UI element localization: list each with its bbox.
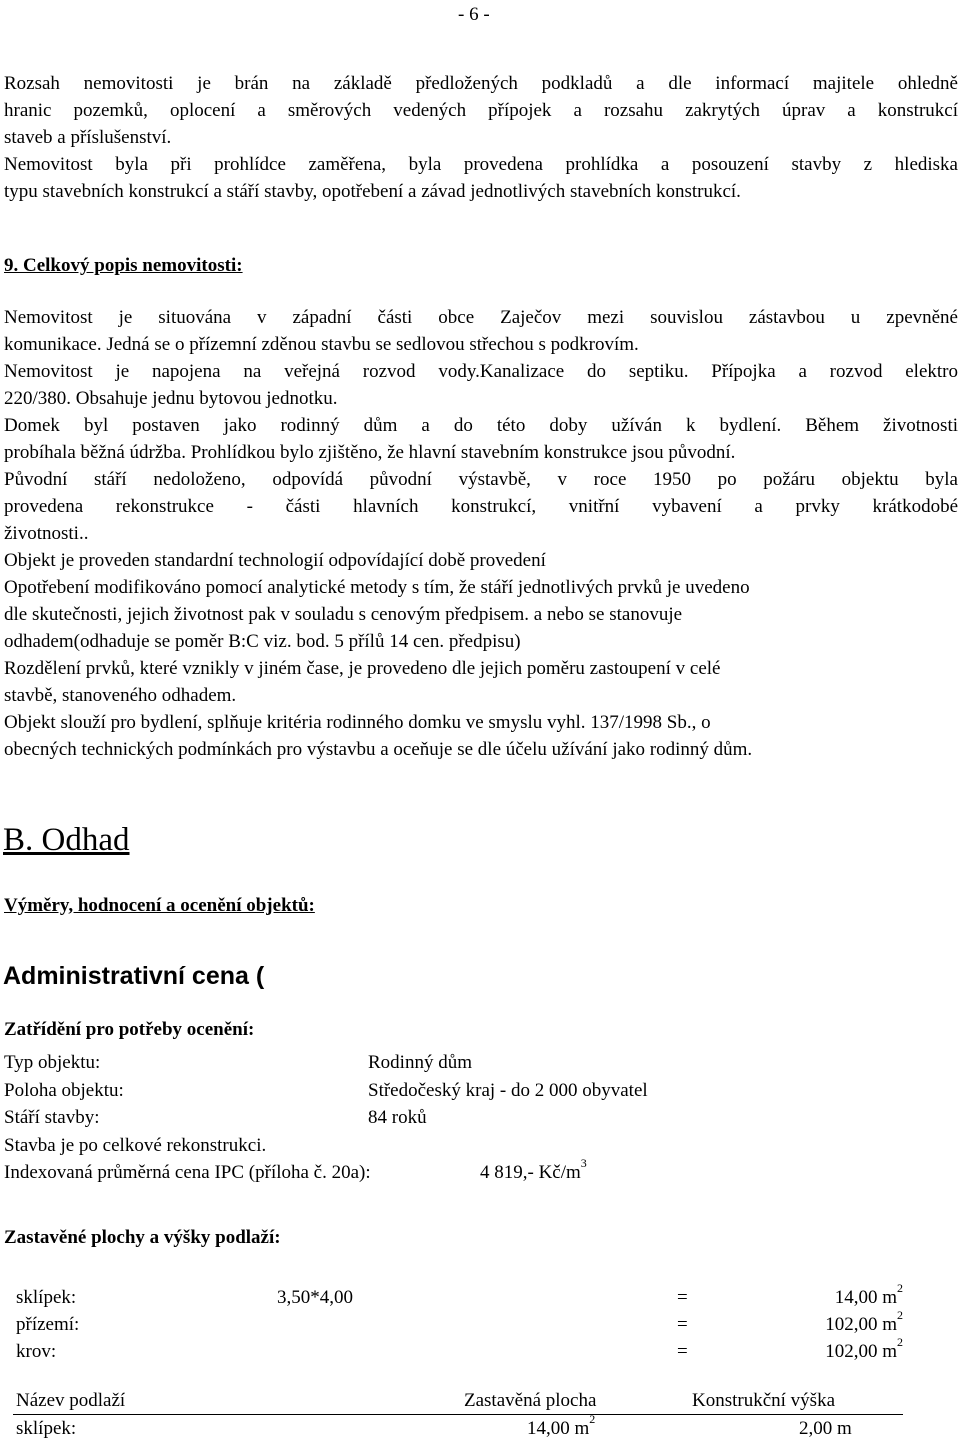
reconstruction-note: Stavba je po celkové rekonstrukci.: [4, 1135, 267, 1156]
area-value-text: 14,00 m: [834, 1287, 897, 1308]
area-equals: =: [677, 1314, 688, 1335]
body-line: probíhala běžná údržba. Prohlídkou bylo zjištěno, že hlavní stavebním konstrukce jsou původní.: [4, 442, 736, 463]
body-line: stavbě, stanoveného odhadem.: [4, 685, 237, 706]
table-header-name: Název podlaží: [16, 1390, 126, 1411]
area-value-text: 102,00 m: [825, 1341, 897, 1362]
table-cell-name: sklípek:: [16, 1418, 77, 1439]
intro-line: Nemovitost byla při prohlídce zaměřena, byla provedena prohlídka a posouzení stavby z hlediska: [4, 154, 958, 175]
area-value: [825, 1308, 903, 1336]
intro-line: staveb a příslušenství.: [4, 127, 172, 148]
area-name: krov:: [16, 1341, 57, 1362]
classification-heading: Zatřídění pro potřeby ocenění:: [4, 1019, 255, 1040]
section-9-body: [4, 304, 958, 763]
admin-price-title: Administrativní cena (: [3, 962, 265, 990]
ipc-value-text: 4 819,- Kč/m: [480, 1162, 581, 1183]
area-equals: =: [677, 1341, 688, 1362]
area-name: přízemí:: [16, 1314, 80, 1335]
body-line: dle skutečnosti, jejich životnost pak v souladu s cenovým předpisem. a nebo se stanovuje: [4, 604, 683, 625]
table-cell-area-text: 14,00 m: [527, 1418, 590, 1439]
table-cell-area-exponent: 2: [589, 1412, 596, 1426]
area-exponent: 2: [897, 1281, 903, 1295]
intro-paragraph: [4, 70, 958, 205]
measurements-heading: Výměry, hodnocení a ocenění objektů:: [4, 895, 315, 916]
body-line: obecných technických podmínkách pro výstavbu a oceňuje se dle účelu užívání jako rodinný dům.: [4, 739, 753, 760]
intro-line: hranic pozemků, oplocení a směrových vedených přípojek a rozsahu zakrytých úprav a konstrukcí: [4, 100, 958, 121]
body-line: provedena rekonstrukce - části hlavních konstrukcí, vnitřní vybavení a prvky krátkodobé: [4, 496, 958, 517]
area-name: sklípek:: [16, 1287, 77, 1308]
area-value: [825, 1335, 903, 1363]
body-line: životnosti..: [4, 523, 89, 544]
body-line: Objekt je proveden standardní technologií odpovídající době provedení: [4, 550, 546, 571]
ipc-label: Indexovaná průměrná cena IPC (příloha č. 20a):: [4, 1162, 371, 1183]
area-exponent: 2: [897, 1308, 903, 1322]
classification-value: Středočeský kraj - do 2 000 obyvatel: [368, 1080, 648, 1101]
table-divider: [13, 1414, 903, 1415]
body-line: Původní stáří nedoloženo, odpovídá původní výstavbě, v roce 1950 po požáru objektu byla: [4, 469, 958, 490]
area-exponent: 2: [897, 1335, 903, 1349]
section-9-heading: 9. Celkový popis nemovitosti:: [4, 255, 243, 276]
body-line: Objekt slouží pro bydlení, splňuje kritéria rodinného domku ve smyslu vyhl. 137/1998 Sb., o: [4, 712, 711, 733]
area-equals: =: [677, 1287, 688, 1308]
intro-line: Rozsah nemovitosti je brán na základě předložených podkladů a dle informací majitele ohledně: [4, 73, 958, 94]
area-formula: 3,50*4,00: [277, 1287, 353, 1308]
intro-line: typu stavebních konstrukcí a stáří stavby, opotřebení a závad jednotlivých stavebních konstrukcí.: [4, 181, 741, 202]
classification-value: Rodinný dům: [368, 1052, 472, 1073]
classification-value: 84 roků: [368, 1107, 427, 1128]
classification-key: Stáří stavby:: [4, 1107, 100, 1128]
page-number: - 6 -: [458, 4, 490, 25]
body-line: Rozdělení prvků, které vznikly v jiném čase, je provedeno dle jejich poměru zastoupení v celé: [4, 658, 721, 679]
classification-key: Typ objektu:: [4, 1052, 101, 1073]
body-line: Domek byl postaven jako rodinný dům a do této doby užíván k bydlení. Během životnosti: [4, 415, 958, 436]
body-line: 220/380. Obsahuje jednu bytovou jednotku.: [4, 388, 338, 409]
table-header-height: Konstrukční výška: [692, 1390, 836, 1411]
body-line: Opotřebení modifikováno pomocí analytické metody s tím, že stáří jednotlivých prvků je uvedeno: [4, 577, 750, 598]
classification-key: Poloha objektu:: [4, 1080, 124, 1101]
ipc-value: [480, 1156, 587, 1184]
body-line: Nemovitost je napojena na veřejná rozvod vody.Kanalizace do septiku. Přípojka a rozvod elektro: [4, 361, 958, 382]
area-value-text: 102,00 m: [825, 1314, 897, 1335]
table-cell-height: 2,00 m: [799, 1418, 852, 1439]
body-line: Nemovitost je situována v západní části obce Zaječov mezi souvislou zástavbou u zpevněné: [4, 307, 958, 328]
table-header-area: Zastavěná plocha: [464, 1390, 597, 1411]
section-b-heading: B. Odhad: [3, 822, 130, 858]
table-cell-area: [527, 1412, 596, 1440]
body-line: komunikace. Jedná se o přízemní zděnou stavbu se sedlovou střechou s podkrovím.: [4, 334, 639, 355]
body-line: odhadem(odhaduje se poměr B:C viz. bod. 5 přílů 14 cen. předpisu): [4, 631, 521, 652]
area-value: [834, 1281, 903, 1309]
ipc-exponent: 3: [580, 1156, 587, 1170]
areas-heading: Zastavěné plochy a výšky podlaží:: [4, 1227, 281, 1248]
